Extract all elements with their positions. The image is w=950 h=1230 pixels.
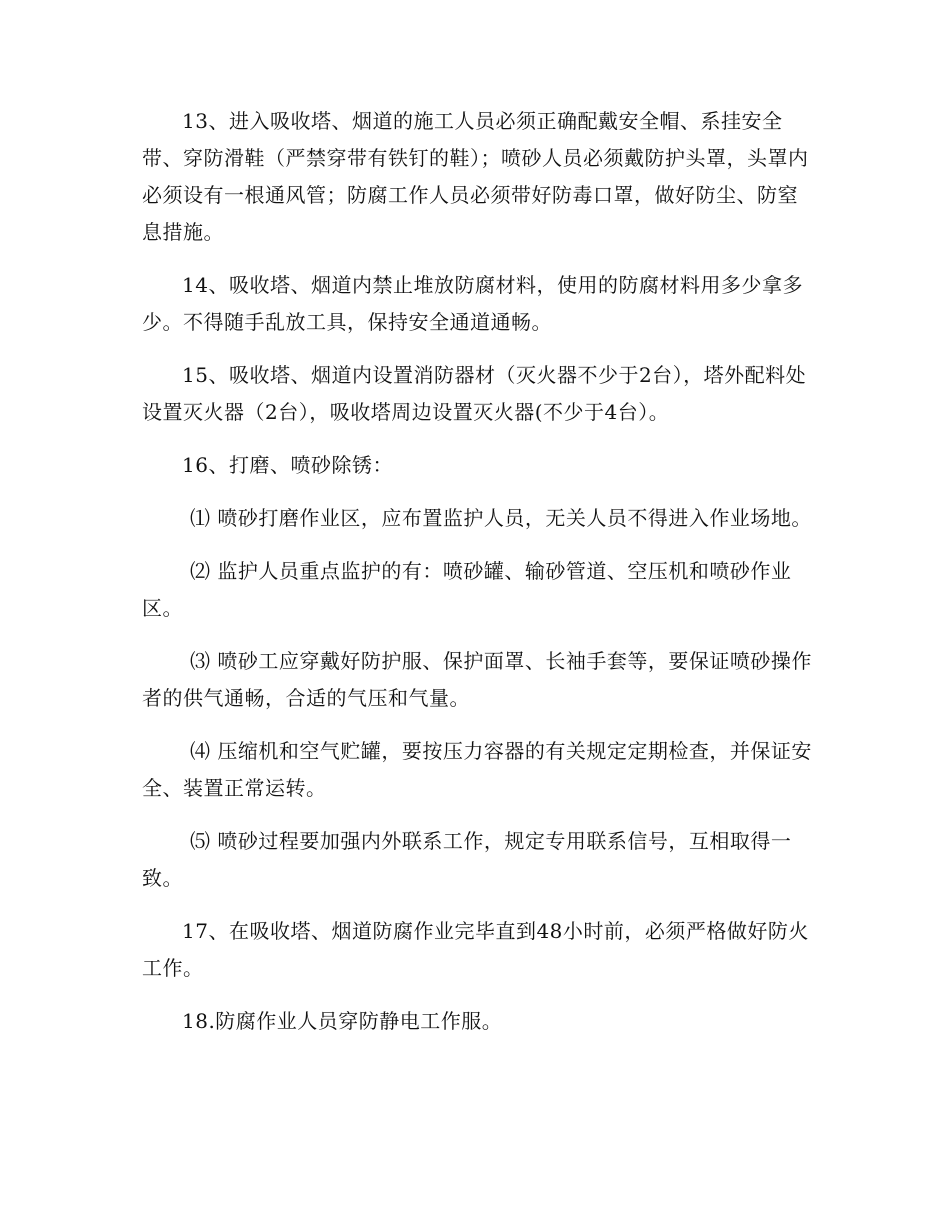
sub-item-3: ⑶ 喷砂工应穿戴好防护服、保护面罩、长袖手套等，要保证喷砂操作者的供气通畅，合适的气压和气量。 (142, 649, 812, 710)
paragraph-16: 16、打磨、喷砂除锈： (182, 453, 393, 477)
sub-item-5: ⑸ 喷砂过程要加强内外联系工作，规定专用联系信号，互相取得一致。 (142, 829, 792, 890)
sub-item-4: ⑷ 压缩机和空气贮罐，要按压力容器的有关规定定期检查，并保证安全、装置正常运转。 (142, 739, 812, 800)
paragraph-14: 14、吸收塔、烟道内禁止堆放防腐材料，使用的防腐材料用多少拿多少。不得随手乱放工具，保持安全通道通畅。 (142, 273, 803, 334)
sub-item-1: ⑴ 喷砂打磨作业区，应布置监护人员，无关人员不得进入作业场地。 (190, 506, 812, 530)
paragraph-17: 17、在吸收塔、烟道防腐作业完毕直到48小时前，必须严格做好防火工作。 (142, 919, 809, 980)
paragraph-18: 18.防腐作业人员穿防静电工作服。 (182, 1009, 503, 1033)
paragraph-15: 15、吸收塔、烟道内设置消防器材（灭火器不少于2台），塔外配料处设置灭火器（2台），吸收塔周边设置灭火器(不少于4台）。 (142, 363, 807, 424)
sub-item-2: ⑵ 监护人员重点监护的有：喷砂罐、输砂管道、空压机和喷砂作业区。 (142, 559, 792, 620)
document-body (142, 103, 812, 1056)
paragraph-13: 13、进入吸收塔、烟道的施工人员必须正确配戴安全帽、系挂安全带、穿防滑鞋（严禁穿带有铁钉的鞋）；喷砂人员必须戴防护头罩，头罩内必须设有一根通风管；防腐工作人员必须带好防毒口罩，做好防尘、防窒息措施。 (142, 109, 809, 244)
